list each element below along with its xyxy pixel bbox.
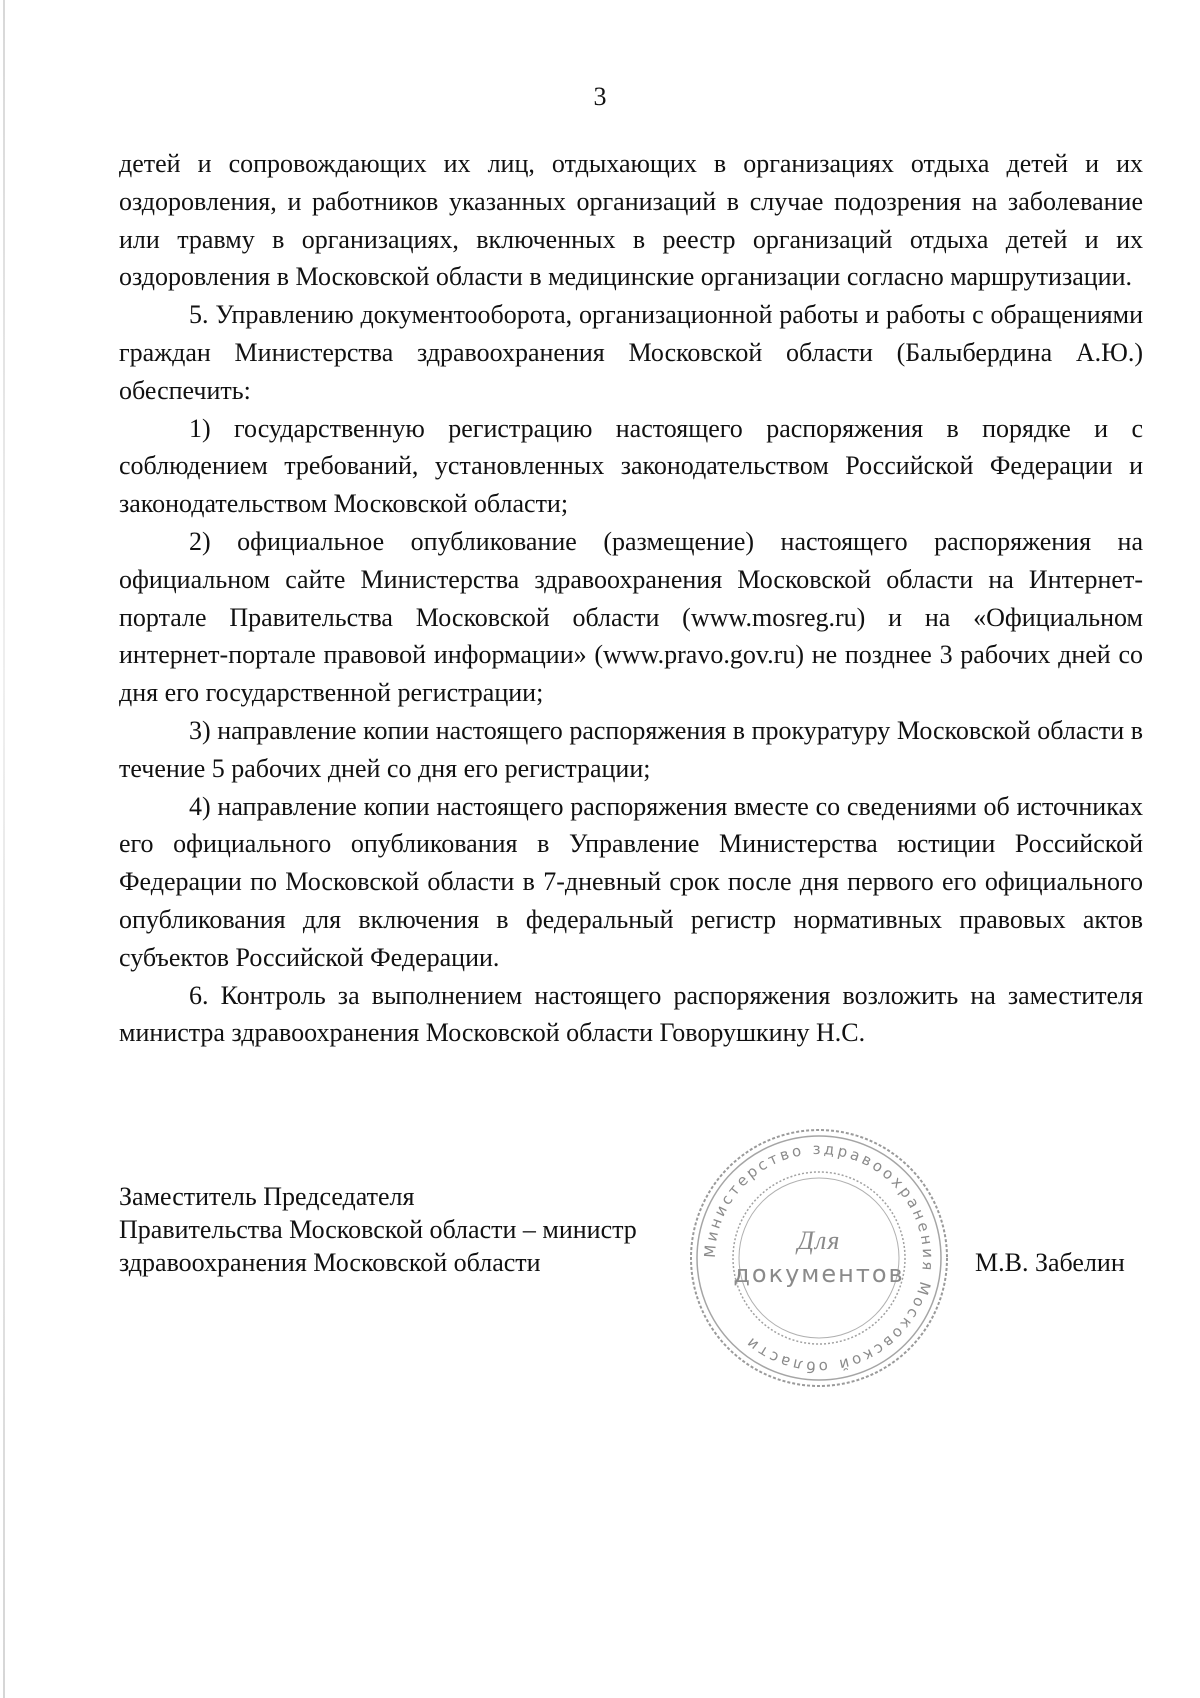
svg-text:Министерство здравоохранения М: Министерство здравоохранения Московской области <box>700 1139 938 1377</box>
scan-edge-shadow <box>3 0 5 1698</box>
paragraph-subitem-2: 2) официальное опубликование (размещение) настоящего распоряжения на официальном сайте Министерства здравоохранения Московской области на Интернет-портале Правительства Московской области (www.mosreg.ru) и на «Официальном интернет-портале правовой информации» (www.pravo.gov.ru) не позднее 3 рабочих дней со дня его государственной регистрации; <box>119 526 1143 708</box>
paragraph-subitem-1: 1) государственную регистрацию настоящего распоряжения в порядке и с соблюдением требований, установленных законодательством Российской Федерации и законодательством Московской области; <box>119 413 1143 519</box>
page-number: 3 <box>593 82 607 111</box>
official-stamp <box>683 1122 955 1394</box>
paragraph-item-6: 6. Контроль за выполнением настоящего распоряжения возложить на заместителя министра здравоохранения Московской области Говорушкину Н.С. <box>119 980 1143 1048</box>
paragraph-subitem-3: 3) направление копии настоящего распоряжения в прокуратуру Московской области в течение 5 рабочих дней со дня его регистрации; <box>119 715 1143 783</box>
signatory-title <box>119 1180 637 1279</box>
paragraph-item-5: 5. Управлению документооборота, организационной работы и работы с обращениями граждан Министерства здравоохранения Московской области (Балыбердина А.Ю.) обеспечить: <box>119 300 1143 405</box>
stamp-text-line2: документов <box>733 1260 905 1288</box>
stamp-text-line1: Для <box>797 1226 841 1255</box>
signatory-title-line: Правительства Московской области – министр <box>119 1215 637 1244</box>
paragraph-subitem-4: 4) направление копии настоящего распоряжения вместе со сведениями об источниках его официального опубликования в Управление Министерства юстиции Российской Федерации по Московской области в 7-дневный срок после дня первого его официального опубликования для включения в федеральный регистр нормативных правовых актов субъектов Российской Федерации. <box>119 791 1143 972</box>
signatory-title-line: здравоохранения Московской области <box>119 1248 541 1277</box>
stamp-center-text <box>683 1122 955 1394</box>
signatory-title-line: Заместитель Председателя <box>119 1182 415 1211</box>
signatory-name: М.В. Забелин <box>975 1248 1125 1277</box>
document-body <box>119 145 1143 1052</box>
paragraph-continuation: детей и сопровождающих их лиц, отдыхающих в организациях отдыха детей и их оздоровления, и работников указанных организаций в случае подозрения на заболевание или травму в организациях, включенных в реестр организаций отдыха детей и их оздоровления в Московской области в медицинские организации согласно маршрутизации. <box>119 149 1143 292</box>
